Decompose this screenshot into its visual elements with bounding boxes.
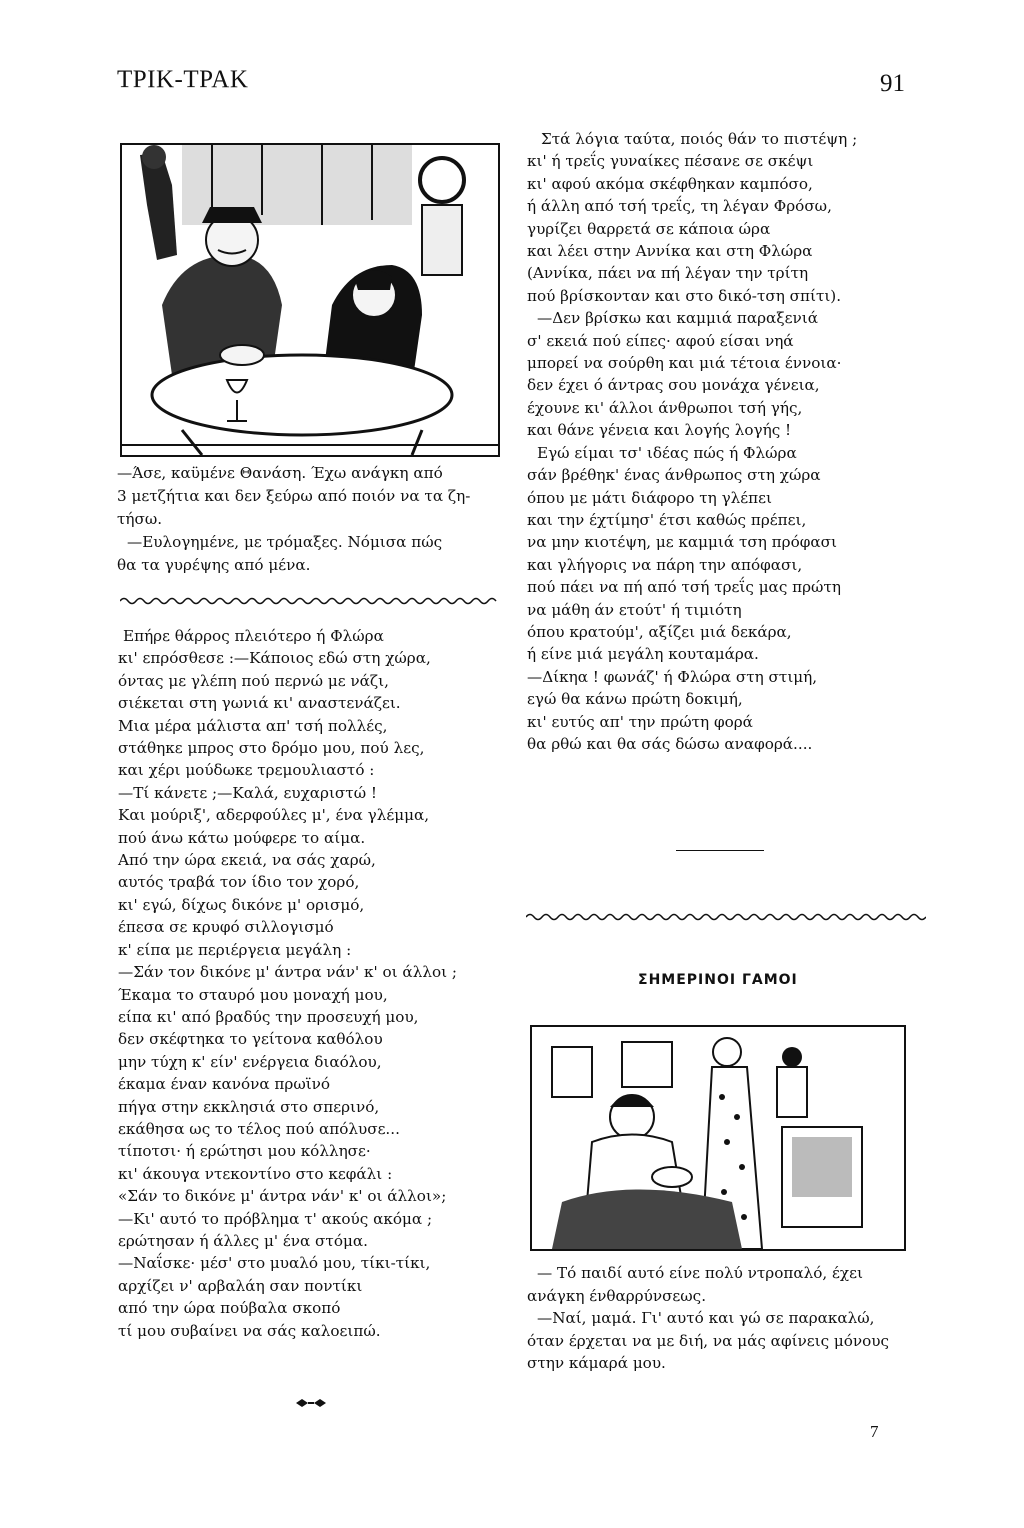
- poem-line: όντας με γλέπη πού περνώ με νάζι,: [118, 671, 389, 690]
- poem-line: έκαμα έναν κανόνα πρωϊνό: [118, 1075, 331, 1094]
- salon-illustration: [530, 1025, 906, 1251]
- caption-line: —Άσε, καϋμένε Θανάση. Έχω ανάγκη από: [117, 464, 443, 482]
- poem-line: να μάθη άν ετούτ' ή τιμιότη: [527, 600, 742, 619]
- poem-line: «Σάν το δικόνε μ' άντρα νάν' κ' οι άλλοι»;: [118, 1187, 447, 1206]
- poem-line: μπορεί να σούρθη και μιά τέτοια έννοια·: [527, 354, 842, 373]
- poem-line: είπα κι' από βραδύς την προσευχή μου,: [118, 1007, 419, 1026]
- poem-line: και θάνε γένεια και λογής λογής !: [527, 421, 792, 440]
- poem-line: Από την ώρα εκειά, να σάς χαρώ,: [118, 851, 376, 870]
- page-number: 91: [880, 70, 905, 97]
- cartoon-dialog: [527, 1262, 927, 1375]
- poem-line: μην τύχη κ' είν' ενέργεια διαόλου,: [118, 1052, 382, 1071]
- poem-line: και την έχτίμησ' έτσι καθώς πρέπει,: [527, 510, 807, 529]
- caption-line: 3 μετζήτια και δεν ξεύρω από ποιόν να τα ζη-: [117, 487, 471, 505]
- poem-line: κι' ή τρεΐς γυναίκες πέσανε σε σκέψι: [527, 152, 814, 171]
- poem-line: —Ναΐσκε· μέσ' στο μυαλό μου, τίκι-τίκι,: [118, 1254, 431, 1273]
- poem-line: Και μούριξ', αδερφούλες μ', ένα γλέμμα,: [118, 806, 430, 825]
- poem-line: Εγώ είμαι τσ' ιδέας πώς ή Φλώρα: [537, 443, 797, 462]
- poem-line: όπου με μάτι διάφορο τη γλέπει: [527, 488, 772, 507]
- poem-line: πού βρίσκονταν και στο δικό-τση σπίτι).: [527, 286, 842, 305]
- poem-line: έχουνε κι' άλλοι άνθρωποι τσή γής,: [527, 398, 803, 417]
- poem-line: (Αννίκα, πάει να πή λέγαν την τρίτη: [527, 264, 809, 283]
- poem-line: πού πάει να πή από τσή τρεΐς μας πρώτη: [527, 578, 841, 597]
- cafe-scene-drawing: [122, 145, 498, 455]
- poem-line: σιέκεται στη γωνιά κι' αναστενάζει.: [118, 694, 401, 713]
- dialog-line: — Τό παιδί αυτό είνε πολύ ντροπαλό, έχει: [537, 1264, 863, 1282]
- poem-line: δεν σκέφτηκα το γείτονα καθόλου: [118, 1030, 383, 1049]
- poem-line: εγώ θα κάνω πρώτη δοκιμή,: [527, 690, 743, 709]
- poem-line: —Τί κάνετε ;—Καλά, ευχαριστώ !: [118, 783, 378, 802]
- page-header-title: ΤΡΙΚ-ΤΡΑΚ: [117, 66, 249, 93]
- poem-line: και χέρι μούδωκε τρεμουλιαστό :: [118, 761, 375, 780]
- wavy-separator-left: [120, 596, 498, 606]
- poem-line: σάν βρέθηκ' ένας άνθρωπος στη χώρα: [527, 466, 821, 485]
- poem-line: έπεσα σε κρυφό σιλλογισμό: [118, 918, 334, 937]
- poem-line: στάθηκε μπρος στο δρόμο μου, πού λες,: [118, 739, 425, 758]
- dialog-line: όταν έρχεται να με διή, να μάς αφίνεις μόνους: [527, 1331, 890, 1350]
- poem-line: κι' άκουγα ντεκοντίνο στο κεφάλι :: [118, 1164, 393, 1183]
- poem-line: κι' αφού ακόμα σκέφθηκαν καμπόσο,: [527, 174, 813, 193]
- caption-line: τήσω.: [117, 510, 163, 528]
- right-poem-column: [527, 128, 927, 755]
- poem-line: αρχίζει ν' αρβαλάη σαν ποντίκι: [118, 1276, 363, 1295]
- wavy-separator-right: [526, 912, 926, 922]
- cafe-illustration: [120, 143, 500, 457]
- caption-line: θα τα γυρέψης από μένα.: [117, 556, 311, 574]
- poem-line: ή άλλη από τσή τρεΐς, τη λέγαν Φρόσω,: [527, 197, 832, 216]
- poem-line: Μια μέρα μάλιστα απ' τσή πολλές,: [118, 716, 388, 735]
- poem-line: εκάθησα ως το τέλος πού απόλυσε...: [118, 1119, 400, 1138]
- poem-line: και γλήγορις να πάρη την απόφασι,: [527, 555, 803, 574]
- poem-line: —Δεν βρίσκω και καμμιά παραξενιά: [537, 309, 818, 328]
- poem-line: —Κι' αυτό το πρόβλημα τ' ακούς ακόμα ;: [118, 1209, 433, 1228]
- dialog-line: —Ναί, μαμά. Γι' αυτό και γώ σε παρακαλώ,: [537, 1309, 875, 1327]
- poem-line: Έκαμα το σταυρό μου μοναχή μου,: [118, 985, 388, 1004]
- poem-line: κι' εγώ, δίχως δικόνε μ' ορισμό,: [118, 895, 365, 914]
- poem-line: ή είνε μιά μεγάλη κουταμάρα.: [527, 645, 759, 664]
- poem-line: κι' επρόσθεσε :—Κάποιος εδώ στη χώρα,: [118, 649, 431, 668]
- signature-number: 7: [870, 1422, 879, 1441]
- poem-line: να μην κιοτέψη, με καμμιά τση πρόφασι: [527, 533, 837, 552]
- end-ornament: [296, 1398, 326, 1408]
- poem-line: πού άνω κάτω μούφερε το αίμα.: [118, 828, 366, 847]
- poem-line: —Σάν τον δικόνε μ' άντρα νάν' κ' οι άλλοι ;: [118, 963, 457, 982]
- section-title: ΣΗΜΕΡΙΝΟΙ ΓΑΜΟΙ: [638, 972, 798, 988]
- poem-line: τίποτσι· ή ερώτησι μου κόλλησε·: [118, 1142, 371, 1161]
- poem-line: όπου κρατούμ', αξίζει μιά δεκάρα,: [527, 622, 792, 641]
- salon-scene-drawing: [532, 1027, 904, 1249]
- dialog-line: στην κάμαρά μου.: [527, 1354, 666, 1372]
- poem-line: θα ρθώ και θα σάς δώσω αναφορά....: [527, 734, 813, 753]
- poem-line: κ' είπα με περιέργεια μεγάλη :: [118, 940, 352, 959]
- poem-line: σ' εκειά πού είπες· αφού είσαι νηά: [527, 331, 794, 350]
- cartoon-caption: [117, 462, 512, 577]
- poem-line: κι' ευτύς απ' την πρώτη φορά: [527, 712, 753, 731]
- caption-line: —Ευλογημένε, με τρόμαξες. Νόμισα πώς: [127, 533, 443, 551]
- poem-line: και λέει στην Αννίκα και στη Φλώρα: [527, 242, 813, 261]
- poem-line: γυρίζει θαρρετά σε κάποια ώρα: [527, 219, 771, 238]
- poem-line: δεν έχει ό άντρας σου μονάχα γένεια,: [527, 376, 820, 395]
- section-divider-rule: [676, 850, 764, 851]
- poem-line: Επήρε θάρρος πλειότερο ή Φλώρα: [123, 627, 384, 645]
- left-poem-column: [118, 625, 518, 1342]
- dialog-line: ανάγκη ένθαρρύνσεως.: [527, 1286, 707, 1305]
- poem-line: αυτός τραβά τον ίδιο τον χορό,: [118, 873, 360, 892]
- poem-line: —Δίκηα ! φωνάζ' ή Φλώρα στη στιμή,: [527, 667, 818, 686]
- poem-line: από την ώρα πούβαλα σκοπό: [118, 1299, 341, 1318]
- poem-line: ερώτησαν ή άλλες μ' ένα στόμα.: [118, 1231, 368, 1250]
- poem-line: τί μου συβαίνει να σάς καλοειπώ.: [118, 1321, 381, 1340]
- poem-line: πήγα στην εκκλησιά στο σπερινό,: [118, 1097, 380, 1116]
- poem-line: Στά λόγια ταύτα, ποιός θάν το πιστέψη ;: [541, 130, 858, 148]
